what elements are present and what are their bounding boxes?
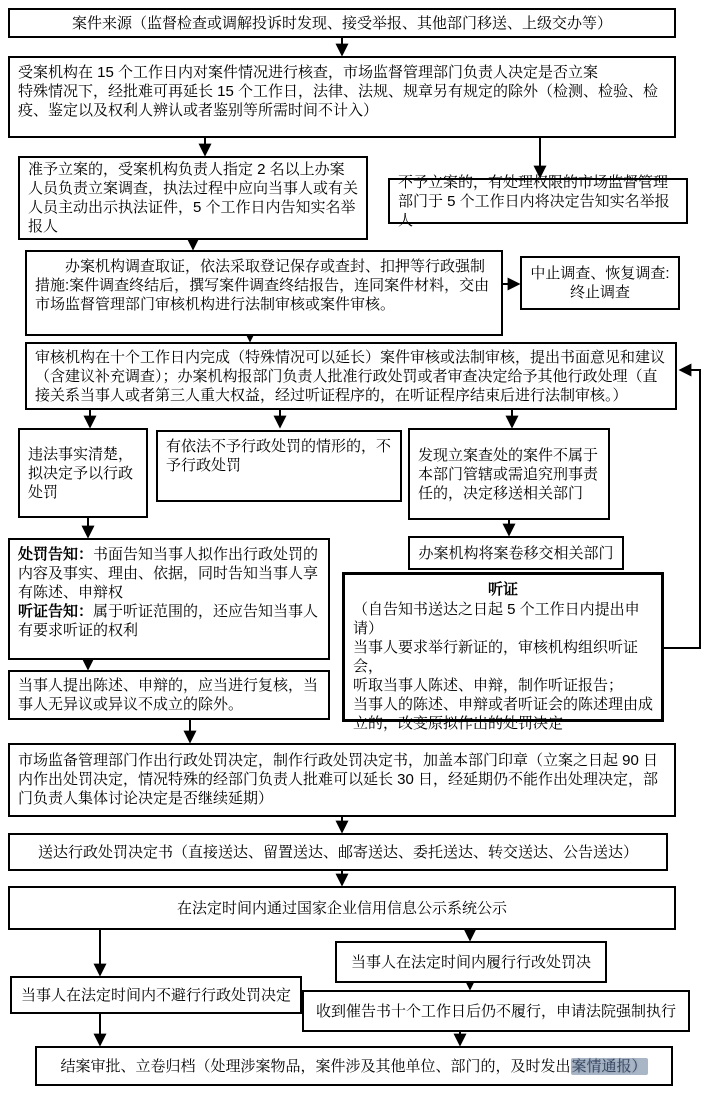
no-penalty-text: 有依法不予行政处罚的情形的，不予行政处罚 bbox=[166, 438, 392, 474]
box-case-source bbox=[8, 8, 676, 38]
box-transfer-files bbox=[408, 536, 624, 570]
suspend-line2: 终止调查 bbox=[569, 284, 630, 301]
case-closing-highlight: 案情通报） bbox=[571, 1057, 647, 1075]
hearing-line-4: 当事人的陈述、申辩或者听证会的陈述理由成立的，改变原拟作出的处罚决定 bbox=[353, 696, 654, 732]
case-check-line1: 受案机构在 15 个工作日内对案件情况进行核查，市场监督管理部门负责人决定是否立案 bbox=[18, 64, 599, 81]
statement-review-text: 当事人提出陈述、申辩的，应当进行复核，当事人无异议或异议不成立的除外。 bbox=[18, 677, 319, 713]
box-court-enforcement bbox=[302, 990, 690, 1032]
box-penalty-decision bbox=[8, 743, 676, 817]
case-check-line2: 特殊情况下，经批难可再延长 15 个工作日，法律、法规、规章另有规定的除外（检测、检验、检疫、鉴定以及权利人辨认或者鉴别等所需时间不计入） bbox=[18, 83, 659, 119]
comply-text: 当事人在法定时间内履行行改处罚决 bbox=[350, 953, 591, 971]
file-case-text: 准予立案的，受案机构负责人指定 2 名以上办案人员负责立案调查，执法过程中应向当事人或有关人员主动出示执法证件，5 个工作日内告知实名举报人 bbox=[28, 161, 359, 235]
box-publicity bbox=[8, 886, 676, 930]
hearing-line-3: 听取当事人陈述、申辩，制作听证报告； bbox=[353, 677, 624, 694]
box-delivery bbox=[8, 833, 668, 871]
not-comply-text: 当事人在法定时间内不避行行政处罚决定 bbox=[20, 986, 291, 1004]
hearing-notice-label: 听证告知： bbox=[18, 603, 94, 620]
box-penalty-notice bbox=[8, 538, 330, 660]
penalty-notice-label: 处罚告知： bbox=[18, 546, 94, 563]
court-enforcement-text: 收到催告书十个工作日后仍不履行，申请法院强制执行 bbox=[315, 1002, 676, 1020]
hearing-title: 听证 bbox=[487, 581, 518, 598]
box-case-check bbox=[8, 56, 676, 138]
hearing-notice-text: 属于听证范围的，还应告知当事人有要求听证的权利 bbox=[18, 603, 319, 639]
hearing-line-1: （自告知书送达之日起 5 个工作日内提出申请） bbox=[353, 601, 640, 637]
box-statement-review bbox=[8, 670, 330, 720]
suspend-line1: 中止调查、恢复调查: bbox=[530, 265, 670, 282]
transfer-files-text: 办案机构将案卷移交相关部门 bbox=[418, 544, 614, 562]
box-review bbox=[25, 342, 677, 410]
facts-clear-text: 违法事实清楚，拟决定予以行政处罚 bbox=[28, 445, 134, 501]
penalty-decision-text: 市场监备管理部门作出行政处罚决定，制作行政处罚决定书，加盖本部门印章（立案之日起 90 日内作出处罚决定，情况特殊的经部门负责人批难可以延长 30 日，经延期仍不能作出处理决定，部门负责人集体讨论决定是否继续延期） bbox=[18, 752, 659, 807]
publicity-text: 在法定时间内通过国家企业信用信息公示系统公示 bbox=[176, 899, 507, 917]
delivery-text: 送达行政处罚决定书（直接送达、留置送达、邮寄送达、委托送达、转交送达、公告送达） bbox=[37, 843, 638, 861]
no-file-text: 不予立案的，有处理权限的市场监督管理部门于 5 个工作日内将决定告知实名举报人 bbox=[398, 173, 670, 229]
box-no-penalty bbox=[156, 430, 402, 502]
box-suspend-investigation bbox=[520, 256, 680, 310]
arrow-hearing-to-review bbox=[664, 370, 700, 648]
penalty-notice-text: 书面告知当事人拟作出行政处罚的内容及事实、理由、依据，同时告知当事人享有陈述、申辩权 bbox=[18, 546, 319, 601]
box-hearing bbox=[342, 572, 664, 732]
box-transfer-decision bbox=[408, 428, 610, 520]
case-source-text: 案件来源（监督检查或调解投诉时发现、接受举报、其他部门移送、上级交办等） bbox=[71, 14, 612, 32]
box-comply bbox=[335, 941, 607, 983]
box-investigation bbox=[25, 250, 503, 336]
box-no-file bbox=[388, 173, 688, 229]
investigation-text: 办案机构调查取证，依法采取登记保存或查封、扣押等行政强制措施:案件调查终结后，撰写案件调查终结报告，连同案件材料，交由市场监督管理部门审核机构进行法制审核或案件审核。 bbox=[35, 258, 490, 313]
review-text: 审核机构在十个工作日内完成（特殊情况可以延长）案件审核或法制审核，提出书面意见和建议（含建议补充调查）；办案机构报部门负责人批准行政处罚或者审查决定给予其他行政处理（直接关系当事人或者第三人重大权益，经过听证程序的，在听证程序结束后进行法制审核。） bbox=[35, 349, 666, 404]
case-closing-text: 结案审批、立卷归档（处理涉案物品，案件涉及其他单位、部门的，及时发出 bbox=[60, 1057, 571, 1075]
box-case-closing bbox=[35, 1046, 673, 1086]
transfer-decision-text: 发现立案查处的案件不属于本部门管辖或需追究刑事责任的，决定移送相关部门 bbox=[418, 446, 599, 502]
hearing-line-2: 当事人要求举行新证的，审核机构组织听证会， bbox=[353, 639, 639, 675]
box-facts-clear bbox=[18, 428, 148, 518]
box-file-case bbox=[18, 156, 368, 240]
box-not-comply bbox=[10, 976, 302, 1014]
